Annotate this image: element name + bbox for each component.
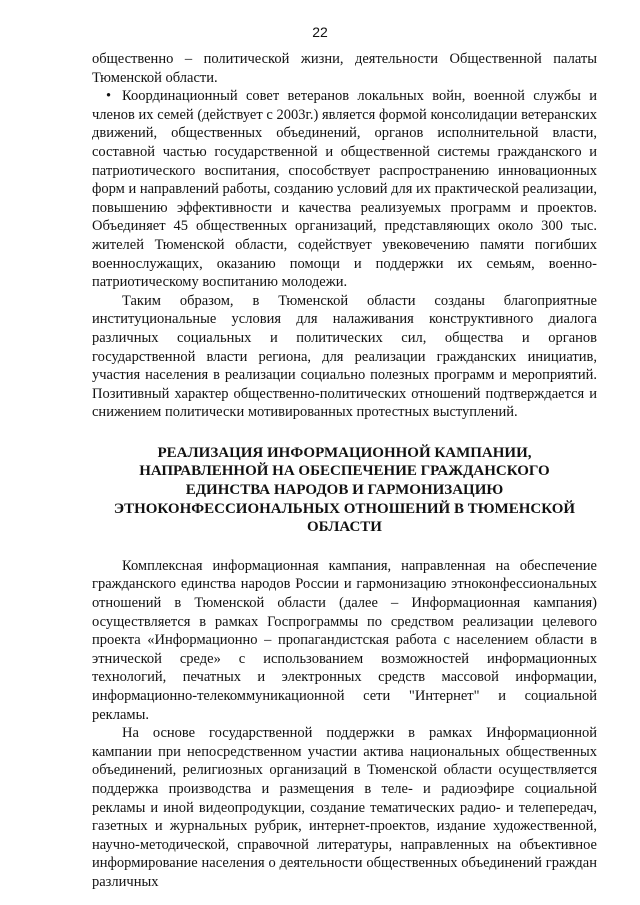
bullet-text: Координационный совет ветеранов локальных войн, военной службы и членов их семей (действует с 2003г.) является формой консолидации ветеранских движений, общественных объединений, органов исполнительной власти, составной частью государственной и общественной системы гражданского и патриотического воспитания, способствует распространению инновационных форм и направлений работы, созданию условий для их практической реализации, повышению эффективности и качества реализуемых программ и проектов. Объединяет 45 общественных организаций, представляющих около 300 тыс. жителей Тюменской области, содействует увековечению памяти погибших военнослужащих, оказанию помощи и поддержки их семьям, военно-патриотическому воспитанию молодежи. xyxy=(92,88,597,291)
summary-paragraph: Таким образом, в Тюменской области созданы благоприятные институциональные условия для налаживания конструктивного диалога различных социальных и политических сил, общества и органов государственной власти региона, для реализации гражданских инициатив, участия населения в реализации социально полезных программ и мероприятий. Позитивный характер общественно-политических отношений подтверждается и снижением политически мотивированных протестных выступлений. xyxy=(92,292,597,421)
bullet-list-item xyxy=(92,87,597,292)
body-paragraph-1: Комплексная информационная кампания, направленная на обеспечение гражданского единства народов России и гармонизацию этноконфессиональных отношений в Тюменской области (далее – Информационная кампания) осуществляется в рамках Госпрограммы по средством реализации целевого проекта «Информационно – пропагандистская работа с населением области в этнической среде» с использованием возможностей информационных технологий, печатных и электронных средств массовой информации, информационно-телекоммуникационной сети "Интернет" и социальной рекламы. xyxy=(92,557,597,723)
bullet-marker: • xyxy=(106,88,112,105)
page-content xyxy=(92,50,597,892)
section-heading: РЕАЛИЗАЦИЯ ИНФОРМАЦИОННОЙ КАМПАНИИ, НАПРАВЛЕННОЙ НА ОБЕСПЕЧЕНИЕ ГРАЖДАНСКОГО ЕДИНСТВА НАРОДОВ И ГАРМОНИЗАЦИЮ ЭТНОКОНФЕССИОНАЛЬНЫХ ОТНОШЕНИЙ В ТЮМЕНСКОЙ ОБЛАСТИ xyxy=(113,444,576,536)
body-paragraph-2: На основе государственной поддержки в рамках Информационной кампании при непосредственном участии актива национальных общественных объединений, религиозных организаций в Тюменской области осуществляется поддержка производства и размещения в теле- и радиоэфире социальной рекламы и иной видеопродукции, создание тематических радио- и телепередач, газетных и журнальных рубрик, интернет-проектов, издание художественной, научно-методической, справочной литературы, направленных на объективное информирование населения о деятельности общественных объединений граждан различных xyxy=(92,725,597,890)
page-number: 22 xyxy=(312,24,328,40)
continued-paragraph: общественно – политической жизни, деятельности Общественной палаты Тюменской области. xyxy=(92,51,597,86)
